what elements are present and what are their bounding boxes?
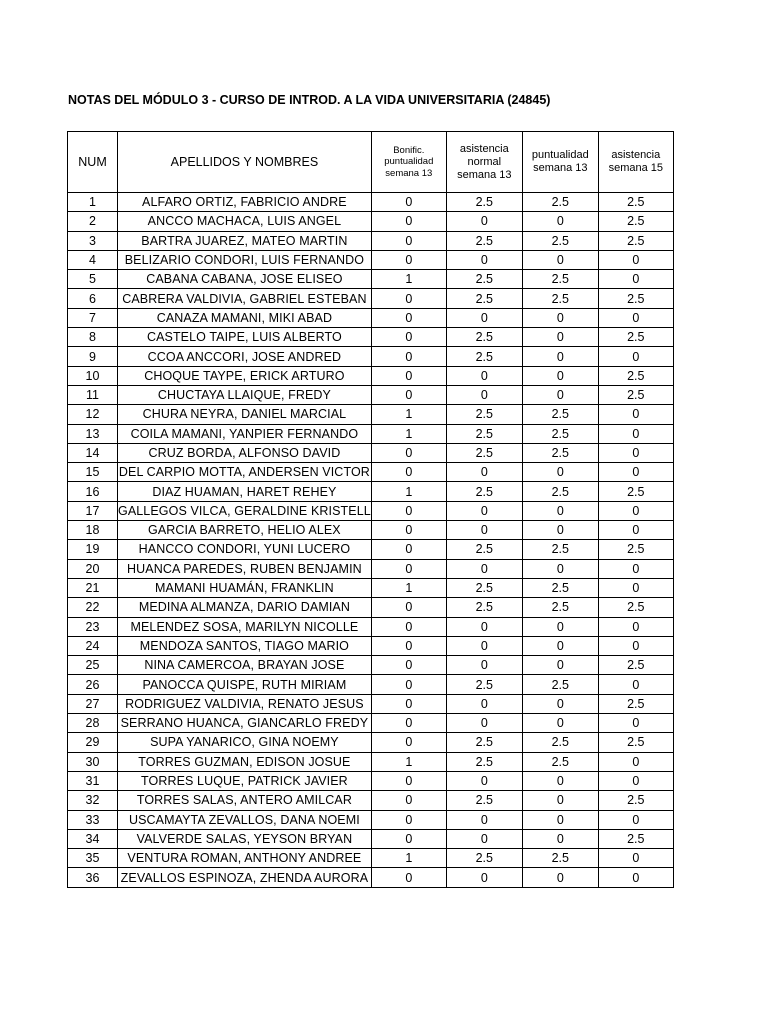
cell-asistencia-normal: 0 xyxy=(446,501,522,520)
cell-asistencia-normal: 0 xyxy=(446,559,522,578)
header-line: asistencia xyxy=(611,149,661,161)
cell-puntualidad: 2.5 xyxy=(522,752,598,771)
table-row xyxy=(68,231,674,250)
cell-num: 36 xyxy=(68,868,118,887)
cell-bonific: 0 xyxy=(371,501,446,520)
cell-puntualidad: 2.5 xyxy=(522,675,598,694)
cell-name: CHURA NEYRA, DANIEL MARCIAL xyxy=(118,405,372,424)
cell-asistencia-normal: 2.5 xyxy=(446,540,522,559)
cell-num: 6 xyxy=(68,289,118,308)
cell-num: 14 xyxy=(68,443,118,462)
cell-asistencia-normal: 0 xyxy=(446,829,522,848)
cell-name: CANAZA MAMANI, MIKI ABAD xyxy=(118,308,372,327)
cell-asistencia-normal: 0 xyxy=(446,714,522,733)
table-row xyxy=(68,289,674,308)
cell-bonific: 1 xyxy=(371,849,446,868)
table-row xyxy=(68,443,674,462)
cell-num: 9 xyxy=(68,347,118,366)
cell-bonific: 0 xyxy=(371,810,446,829)
table-row xyxy=(68,771,674,790)
cell-bonific: 0 xyxy=(371,231,446,250)
table-row xyxy=(68,733,674,752)
cell-puntualidad: 2.5 xyxy=(522,270,598,289)
cell-puntualidad: 0 xyxy=(522,617,598,636)
cell-asistencia-normal: 2.5 xyxy=(446,193,522,212)
cell-puntualidad: 0 xyxy=(522,328,598,347)
cell-puntualidad: 0 xyxy=(522,521,598,540)
cell-num: 27 xyxy=(68,694,118,713)
cell-name: RODRIGUEZ VALDIVIA, RENATO JESUS xyxy=(118,694,372,713)
cell-num: 15 xyxy=(68,463,118,482)
cell-num: 12 xyxy=(68,405,118,424)
cell-asistencia-15: 0 xyxy=(598,675,673,694)
cell-asistencia-15: 2.5 xyxy=(598,694,673,713)
cell-puntualidad: 2.5 xyxy=(522,849,598,868)
cell-asistencia-15: 2.5 xyxy=(598,733,673,752)
cell-asistencia-normal: 2.5 xyxy=(446,443,522,462)
cell-puntualidad: 0 xyxy=(522,714,598,733)
header-puntualidad xyxy=(522,132,598,193)
cell-asistencia-15: 2.5 xyxy=(598,328,673,347)
cell-asistencia-15: 2.5 xyxy=(598,598,673,617)
cell-asistencia-normal: 2.5 xyxy=(446,578,522,597)
cell-num: 21 xyxy=(68,578,118,597)
cell-name: BELIZARIO CONDORI, LUIS FERNANDO xyxy=(118,250,372,269)
cell-bonific: 0 xyxy=(371,521,446,540)
table-header-row xyxy=(68,132,674,193)
cell-bonific: 0 xyxy=(371,443,446,462)
table-row xyxy=(68,347,674,366)
cell-asistencia-15: 0 xyxy=(598,270,673,289)
cell-name: GALLEGOS VILCA, GERALDINE KRISTELL xyxy=(118,501,372,520)
table-row xyxy=(68,578,674,597)
cell-num: 33 xyxy=(68,810,118,829)
cell-asistencia-15: 2.5 xyxy=(598,212,673,231)
cell-num: 28 xyxy=(68,714,118,733)
cell-asistencia-15: 2.5 xyxy=(598,482,673,501)
cell-puntualidad: 0 xyxy=(522,385,598,404)
table-row xyxy=(68,829,674,848)
cell-asistencia-15: 0 xyxy=(598,443,673,462)
cell-asistencia-normal: 2.5 xyxy=(446,231,522,250)
cell-asistencia-15: 0 xyxy=(598,810,673,829)
cell-bonific: 0 xyxy=(371,366,446,385)
cell-puntualidad: 0 xyxy=(522,559,598,578)
table-row xyxy=(68,752,674,771)
cell-asistencia-normal: 2.5 xyxy=(446,424,522,443)
cell-bonific: 0 xyxy=(371,463,446,482)
cell-puntualidad: 0 xyxy=(522,868,598,887)
cell-asistencia-normal: 0 xyxy=(446,656,522,675)
cell-puntualidad: 0 xyxy=(522,656,598,675)
cell-asistencia-normal: 0 xyxy=(446,212,522,231)
cell-asistencia-15: 0 xyxy=(598,849,673,868)
table-row xyxy=(68,636,674,655)
table-row xyxy=(68,250,674,269)
cell-num: 11 xyxy=(68,385,118,404)
header-bonific-puntualidad xyxy=(371,132,446,193)
cell-asistencia-15: 2.5 xyxy=(598,656,673,675)
cell-asistencia-normal: 0 xyxy=(446,868,522,887)
cell-asistencia-15: 0 xyxy=(598,714,673,733)
cell-puntualidad: 0 xyxy=(522,791,598,810)
cell-name: HUANCA PAREDES, RUBEN BENJAMIN xyxy=(118,559,372,578)
cell-bonific: 0 xyxy=(371,193,446,212)
cell-num: 19 xyxy=(68,540,118,559)
cell-asistencia-15: 0 xyxy=(598,771,673,790)
grades-table xyxy=(67,131,674,888)
cell-num: 22 xyxy=(68,598,118,617)
cell-num: 2 xyxy=(68,212,118,231)
cell-bonific: 0 xyxy=(371,714,446,733)
header-line: puntualidad xyxy=(531,149,589,161)
table-row xyxy=(68,424,674,443)
cell-asistencia-15: 0 xyxy=(598,250,673,269)
cell-puntualidad: 2.5 xyxy=(522,598,598,617)
cell-name: GARCIA BARRETO, HELIO ALEX xyxy=(118,521,372,540)
cell-name: HANCCO CONDORI, YUNI LUCERO xyxy=(118,540,372,559)
cell-asistencia-15: 0 xyxy=(598,347,673,366)
cell-bonific: 0 xyxy=(371,559,446,578)
cell-bonific: 1 xyxy=(371,578,446,597)
cell-asistencia-15: 0 xyxy=(598,578,673,597)
cell-puntualidad: 0 xyxy=(522,308,598,327)
cell-asistencia-15: 2.5 xyxy=(598,193,673,212)
cell-puntualidad: 0 xyxy=(522,694,598,713)
cell-puntualidad: 2.5 xyxy=(522,540,598,559)
cell-asistencia-15: 0 xyxy=(598,521,673,540)
cell-asistencia-15: 2.5 xyxy=(598,385,673,404)
cell-asistencia-15: 2.5 xyxy=(598,540,673,559)
table-row xyxy=(68,675,674,694)
cell-asistencia-normal: 0 xyxy=(446,463,522,482)
cell-bonific: 1 xyxy=(371,752,446,771)
cell-bonific: 0 xyxy=(371,829,446,848)
cell-asistencia-15: 0 xyxy=(598,617,673,636)
cell-asistencia-15: 2.5 xyxy=(598,289,673,308)
cell-asistencia-normal: 2.5 xyxy=(446,347,522,366)
cell-asistencia-15: 2.5 xyxy=(598,231,673,250)
cell-name: SERRANO HUANCA, GIANCARLO FREDY xyxy=(118,714,372,733)
grades-table-body xyxy=(68,193,674,888)
cell-bonific: 0 xyxy=(371,791,446,810)
cell-name: ZEVALLOS ESPINOZA, ZHENDA AURORA xyxy=(118,868,372,887)
table-row xyxy=(68,540,674,559)
cell-name: ALFARO ORTIZ, FABRICIO ANDRE xyxy=(118,193,372,212)
cell-bonific: 0 xyxy=(371,771,446,790)
cell-name: CHOQUE TAYPE, ERICK ARTURO xyxy=(118,366,372,385)
cell-num: 10 xyxy=(68,366,118,385)
table-row xyxy=(68,810,674,829)
cell-asistencia-normal: 0 xyxy=(446,308,522,327)
cell-asistencia-normal: 2.5 xyxy=(446,598,522,617)
header-names: APELLIDOS Y NOMBRES xyxy=(118,132,372,193)
header-asistencia-normal xyxy=(446,132,522,193)
cell-puntualidad: 2.5 xyxy=(522,289,598,308)
cell-name: TORRES LUQUE, PATRICK JAVIER xyxy=(118,771,372,790)
cell-puntualidad: 2.5 xyxy=(522,443,598,462)
table-row xyxy=(68,193,674,212)
cell-bonific: 0 xyxy=(371,308,446,327)
cell-name: CABRERA VALDIVIA, GABRIEL ESTEBAN xyxy=(118,289,372,308)
cell-puntualidad: 2.5 xyxy=(522,424,598,443)
cell-num: 1 xyxy=(68,193,118,212)
cell-bonific: 1 xyxy=(371,424,446,443)
cell-name: CABANA CABANA, JOSE ELISEO xyxy=(118,270,372,289)
cell-asistencia-normal: 0 xyxy=(446,385,522,404)
cell-name: PANOCCA QUISPE, RUTH MIRIAM xyxy=(118,675,372,694)
header-line: semana 13 xyxy=(385,167,433,179)
cell-name: DEL CARPIO MOTTA, ANDERSEN VICTOR xyxy=(118,463,372,482)
table-row xyxy=(68,559,674,578)
cell-name: BARTRA JUAREZ, MATEO MARTIN xyxy=(118,231,372,250)
cell-bonific: 1 xyxy=(371,482,446,501)
cell-num: 29 xyxy=(68,733,118,752)
header-num: NUM xyxy=(68,132,118,193)
cell-bonific: 0 xyxy=(371,868,446,887)
cell-bonific: 1 xyxy=(371,270,446,289)
cell-name: TORRES SALAS, ANTERO AMILCAR xyxy=(118,791,372,810)
cell-bonific: 0 xyxy=(371,733,446,752)
cell-puntualidad: 0 xyxy=(522,810,598,829)
cell-asistencia-normal: 0 xyxy=(446,771,522,790)
cell-asistencia-15: 0 xyxy=(598,559,673,578)
table-row xyxy=(68,385,674,404)
cell-num: 13 xyxy=(68,424,118,443)
document-title: NOTAS DEL MÓDULO 3 - CURSO DE INTROD. A LA VIDA UNIVERSITARIA (24845) xyxy=(68,93,551,107)
cell-asistencia-normal: 0 xyxy=(446,521,522,540)
cell-asistencia-normal: 0 xyxy=(446,810,522,829)
cell-puntualidad: 0 xyxy=(522,250,598,269)
cell-num: 32 xyxy=(68,791,118,810)
table-row xyxy=(68,482,674,501)
cell-name: USCAMAYTA ZEVALLOS, DANA NOEMI xyxy=(118,810,372,829)
cell-asistencia-normal: 2.5 xyxy=(446,270,522,289)
header-line: semana 15 xyxy=(608,162,664,174)
table-row xyxy=(68,868,674,887)
cell-asistencia-normal: 0 xyxy=(446,366,522,385)
table-row xyxy=(68,405,674,424)
cell-num: 16 xyxy=(68,482,118,501)
cell-bonific: 0 xyxy=(371,694,446,713)
cell-asistencia-15: 2.5 xyxy=(598,791,673,810)
cell-num: 34 xyxy=(68,829,118,848)
table-row xyxy=(68,617,674,636)
cell-asistencia-normal: 2.5 xyxy=(446,752,522,771)
cell-name: MENDOZA SANTOS, TIAGO MARIO xyxy=(118,636,372,655)
cell-asistencia-normal: 2.5 xyxy=(446,791,522,810)
cell-puntualidad: 0 xyxy=(522,347,598,366)
cell-name: MAMANI HUAMÁN, FRANKLIN xyxy=(118,578,372,597)
table-row xyxy=(68,212,674,231)
cell-bonific: 0 xyxy=(371,328,446,347)
cell-asistencia-normal: 2.5 xyxy=(446,405,522,424)
cell-bonific: 0 xyxy=(371,250,446,269)
table-row xyxy=(68,328,674,347)
cell-num: 18 xyxy=(68,521,118,540)
cell-puntualidad: 0 xyxy=(522,463,598,482)
cell-bonific: 0 xyxy=(371,540,446,559)
table-row xyxy=(68,521,674,540)
cell-asistencia-15: 0 xyxy=(598,752,673,771)
cell-asistencia-15: 2.5 xyxy=(598,829,673,848)
cell-asistencia-normal: 2.5 xyxy=(446,482,522,501)
cell-num: 8 xyxy=(68,328,118,347)
cell-num: 23 xyxy=(68,617,118,636)
cell-bonific: 0 xyxy=(371,656,446,675)
cell-num: 30 xyxy=(68,752,118,771)
cell-name: NINA CAMERCOA, BRAYAN JOSE xyxy=(118,656,372,675)
cell-num: 4 xyxy=(68,250,118,269)
cell-bonific: 0 xyxy=(371,289,446,308)
cell-puntualidad: 0 xyxy=(522,501,598,520)
cell-asistencia-15: 0 xyxy=(598,463,673,482)
cell-name: COILA MAMANI, YANPIER FERNANDO xyxy=(118,424,372,443)
cell-num: 17 xyxy=(68,501,118,520)
cell-num: 31 xyxy=(68,771,118,790)
header-line: puntualidad xyxy=(384,156,434,168)
cell-name: VALVERDE SALAS, YEYSON BRYAN xyxy=(118,829,372,848)
header-line: semana 13 xyxy=(533,162,588,174)
table-row xyxy=(68,598,674,617)
cell-asistencia-normal: 0 xyxy=(446,694,522,713)
cell-asistencia-normal: 2.5 xyxy=(446,289,522,308)
header-line: asistencia xyxy=(459,142,509,155)
cell-asistencia-normal: 0 xyxy=(446,636,522,655)
cell-num: 5 xyxy=(68,270,118,289)
cell-asistencia-normal: 2.5 xyxy=(446,328,522,347)
cell-asistencia-15: 0 xyxy=(598,636,673,655)
header-asistencia-semana-15 xyxy=(598,132,673,193)
cell-num: 7 xyxy=(68,308,118,327)
cell-bonific: 0 xyxy=(371,617,446,636)
table-row xyxy=(68,714,674,733)
header-line: Bonific. xyxy=(393,144,425,156)
cell-asistencia-15: 0 xyxy=(598,501,673,520)
cell-asistencia-normal: 0 xyxy=(446,250,522,269)
header-line: semana 13 xyxy=(457,168,512,181)
cell-name: VENTURA ROMAN, ANTHONY ANDREE xyxy=(118,849,372,868)
cell-asistencia-15: 0 xyxy=(598,308,673,327)
cell-name: CASTELO TAIPE, LUIS ALBERTO xyxy=(118,328,372,347)
cell-bonific: 0 xyxy=(371,212,446,231)
table-row xyxy=(68,501,674,520)
cell-puntualidad: 2.5 xyxy=(522,405,598,424)
cell-asistencia-normal: 2.5 xyxy=(446,733,522,752)
table-row xyxy=(68,656,674,675)
table-row xyxy=(68,366,674,385)
cell-name: CCOA ANCCORI, JOSE ANDRED xyxy=(118,347,372,366)
cell-bonific: 0 xyxy=(371,636,446,655)
cell-puntualidad: 0 xyxy=(522,212,598,231)
cell-num: 26 xyxy=(68,675,118,694)
table-row xyxy=(68,308,674,327)
cell-name: TORRES GUZMAN, EDISON JOSUE xyxy=(118,752,372,771)
cell-puntualidad: 0 xyxy=(522,636,598,655)
cell-name: MELENDEZ SOSA, MARILYN NICOLLE xyxy=(118,617,372,636)
cell-num: 20 xyxy=(68,559,118,578)
cell-asistencia-15: 2.5 xyxy=(598,366,673,385)
cell-puntualidad: 0 xyxy=(522,829,598,848)
cell-name: DIAZ HUAMAN, HARET REHEY xyxy=(118,482,372,501)
cell-asistencia-normal: 2.5 xyxy=(446,675,522,694)
cell-puntualidad: 2.5 xyxy=(522,578,598,597)
cell-puntualidad: 2.5 xyxy=(522,733,598,752)
cell-puntualidad: 0 xyxy=(522,771,598,790)
cell-name: MEDINA ALMANZA, DARIO DAMIAN xyxy=(118,598,372,617)
cell-puntualidad: 2.5 xyxy=(522,193,598,212)
cell-bonific: 0 xyxy=(371,347,446,366)
cell-bonific: 0 xyxy=(371,598,446,617)
cell-num: 25 xyxy=(68,656,118,675)
cell-puntualidad: 2.5 xyxy=(522,482,598,501)
table-row xyxy=(68,791,674,810)
cell-puntualidad: 2.5 xyxy=(522,231,598,250)
table-row xyxy=(68,463,674,482)
cell-puntualidad: 0 xyxy=(522,366,598,385)
table-row xyxy=(68,849,674,868)
cell-bonific: 0 xyxy=(371,385,446,404)
cell-bonific: 1 xyxy=(371,405,446,424)
cell-name: CRUZ BORDA, ALFONSO DAVID xyxy=(118,443,372,462)
cell-num: 35 xyxy=(68,849,118,868)
cell-asistencia-15: 0 xyxy=(598,405,673,424)
table-row xyxy=(68,270,674,289)
header-line: normal xyxy=(467,155,502,168)
cell-name: SUPA YANARICO, GINA NOEMY xyxy=(118,733,372,752)
cell-asistencia-normal: 2.5 xyxy=(446,849,522,868)
cell-num: 24 xyxy=(68,636,118,655)
cell-asistencia-15: 0 xyxy=(598,868,673,887)
cell-name: CHUCTAYA LLAIQUE, FREDY xyxy=(118,385,372,404)
cell-asistencia-normal: 0 xyxy=(446,617,522,636)
cell-asistencia-15: 0 xyxy=(598,424,673,443)
cell-num: 3 xyxy=(68,231,118,250)
table-row xyxy=(68,694,674,713)
cell-bonific: 0 xyxy=(371,675,446,694)
cell-name: ANCCO MACHACA, LUIS ANGEL xyxy=(118,212,372,231)
